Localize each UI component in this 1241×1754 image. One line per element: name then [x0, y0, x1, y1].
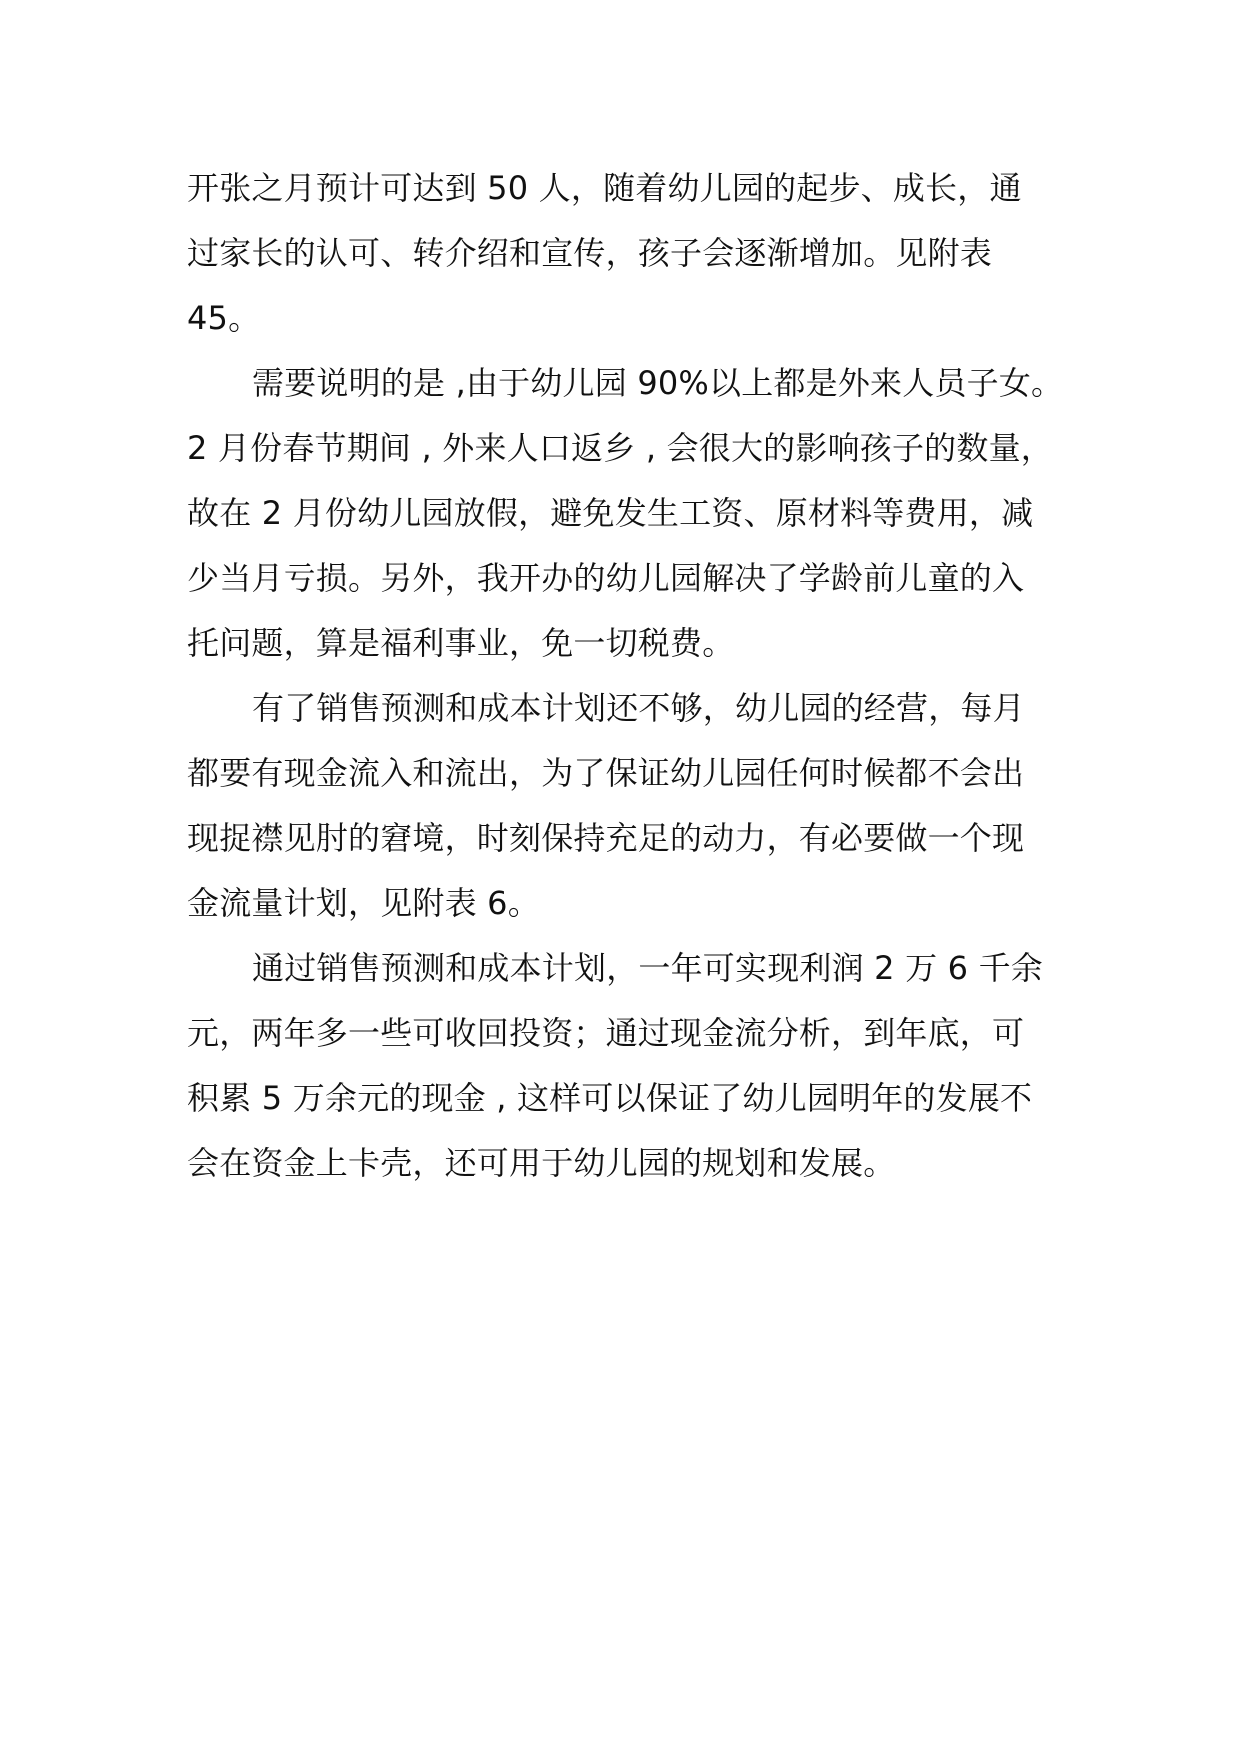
body-text — [187, 156, 1067, 1196]
text-line: 2 月份春节期间 , 外来人口返乡 , 会很大的影响孩子的数量， — [187, 429, 1053, 467]
text-line: 过家长的认可、转介绍和宣传，孩子会逐渐增加。见附表 — [187, 234, 993, 272]
text-line: 都要有现金流入和流出，为了保证幼儿园任何时候都不会出 — [187, 754, 1025, 792]
text-line: 现捉襟见肘的窘境，时刻保持充足的动力，有必要做一个现 — [187, 819, 1025, 857]
text-line: 托问题，算是福利事业，免一切税费。 — [187, 624, 735, 662]
text-line: 积累 5 万余元的现金 , 这样可以保证了幼儿园明年的发展不 — [187, 1079, 1033, 1117]
text-line: 45。 — [187, 299, 261, 337]
text-line: 金流量计划，见附表 6。 — [187, 884, 540, 922]
text-line: 元，两年多一些可收回投资；通过现金流分析，到年底，可 — [187, 1014, 1025, 1052]
text-line: 故在 2 月份幼儿园放假，避免发生工资、原材料等费用，减 — [187, 494, 1034, 532]
text-line: 会在资金上卡壳，还可用于幼儿园的规划和发展。 — [187, 1144, 896, 1182]
paragraph-start-line: 通过销售预测和成本计划，一年可实现利润 2 万 6 千余 — [252, 949, 1044, 987]
text-line: 开张之月预计可达到 50 人，随着幼儿园的起步、成长，通 — [187, 169, 1022, 207]
paragraph-start-line: 有了销售预测和成本计划还不够，幼儿园的经营，每月 — [252, 689, 1025, 727]
text-line: 少当月亏损。另外，我开办的幼儿园解决了学龄前儿童的入 — [187, 559, 1025, 597]
paragraph-start-line: 需要说明的是 ,由于幼儿园 90%以上都是外来人员子女。 — [252, 364, 1064, 402]
